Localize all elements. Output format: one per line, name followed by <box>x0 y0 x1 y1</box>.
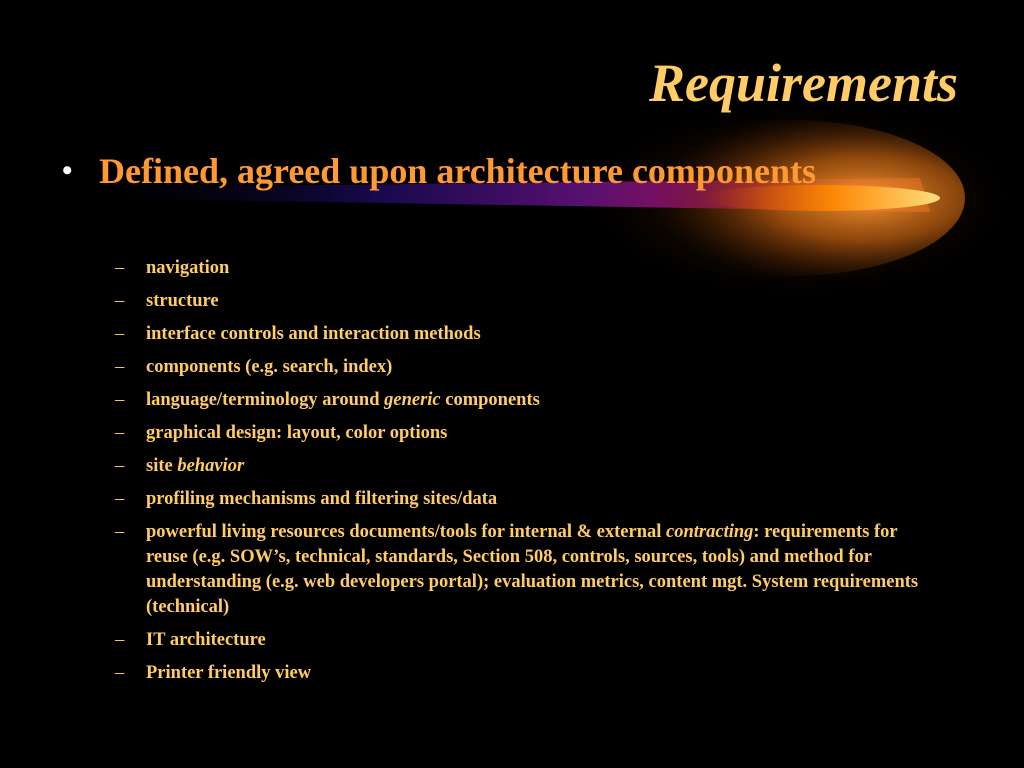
bullet-marker: • <box>62 154 73 187</box>
dash-marker: – <box>115 630 125 650</box>
sub-bullet-item <box>115 289 935 314</box>
sub-bullet-emphasis: contracting <box>666 522 754 542</box>
dash-marker: – <box>115 357 125 377</box>
slide-title: Requirements <box>648 53 958 113</box>
dash-marker: – <box>115 663 125 683</box>
main-bullet-text: Defined, agreed upon architecture components <box>99 151 816 191</box>
dash-marker: – <box>115 456 125 476</box>
sub-bullet-text: components (e.g. search, index) <box>146 357 393 377</box>
dash-marker: – <box>115 489 125 509</box>
sub-bullet-list <box>115 256 935 694</box>
sub-bullet-text: structure <box>146 291 219 311</box>
dash-marker: – <box>115 423 125 443</box>
sub-bullet-emphasis: behavior <box>177 456 245 476</box>
sub-bullet-item <box>115 355 935 380</box>
sub-bullet-item <box>115 322 935 347</box>
sub-bullet-item <box>115 388 935 413</box>
sub-bullet-text: components <box>440 390 540 410</box>
dash-marker: – <box>115 258 125 278</box>
sub-bullet-text: profiling mechanisms and filtering sites/data <box>146 489 498 509</box>
sub-bullet-text: Printer friendly view <box>146 663 312 683</box>
main-bullet-item <box>62 148 822 194</box>
sub-bullet-emphasis: generic <box>384 390 441 410</box>
sub-bullet-text: language/terminology around <box>146 390 385 410</box>
sub-bullet-text: interface controls and interaction methods <box>146 324 481 344</box>
dash-marker: – <box>115 324 125 344</box>
sub-bullet-item <box>115 661 935 686</box>
sub-bullet-item <box>115 487 935 512</box>
sub-bullet-item <box>115 454 935 479</box>
sub-bullet-text: navigation <box>146 258 230 278</box>
sub-bullet-item <box>115 256 935 281</box>
sub-bullet-text: powerful living resources documents/tools for internal & external <box>146 522 667 542</box>
dash-marker: – <box>115 522 125 542</box>
sub-bullet-item <box>115 628 935 653</box>
dash-marker: – <box>115 390 125 410</box>
sub-bullet-text: IT architecture <box>146 630 266 650</box>
sub-bullet-text: site <box>146 456 178 476</box>
sub-bullet-text: : requirements for reuse (e.g. SOW’s, technical, standards, Section 508, controls, sources, tools) and method for understanding (e.g. web developers portal); evaluation metrics, content mgt. System requirements (technical) <box>146 522 919 617</box>
dash-marker: – <box>115 291 125 311</box>
sub-bullet-item <box>115 421 935 446</box>
sub-bullet-item <box>115 520 935 620</box>
sub-bullet-text: graphical design: layout, color options <box>146 423 448 443</box>
